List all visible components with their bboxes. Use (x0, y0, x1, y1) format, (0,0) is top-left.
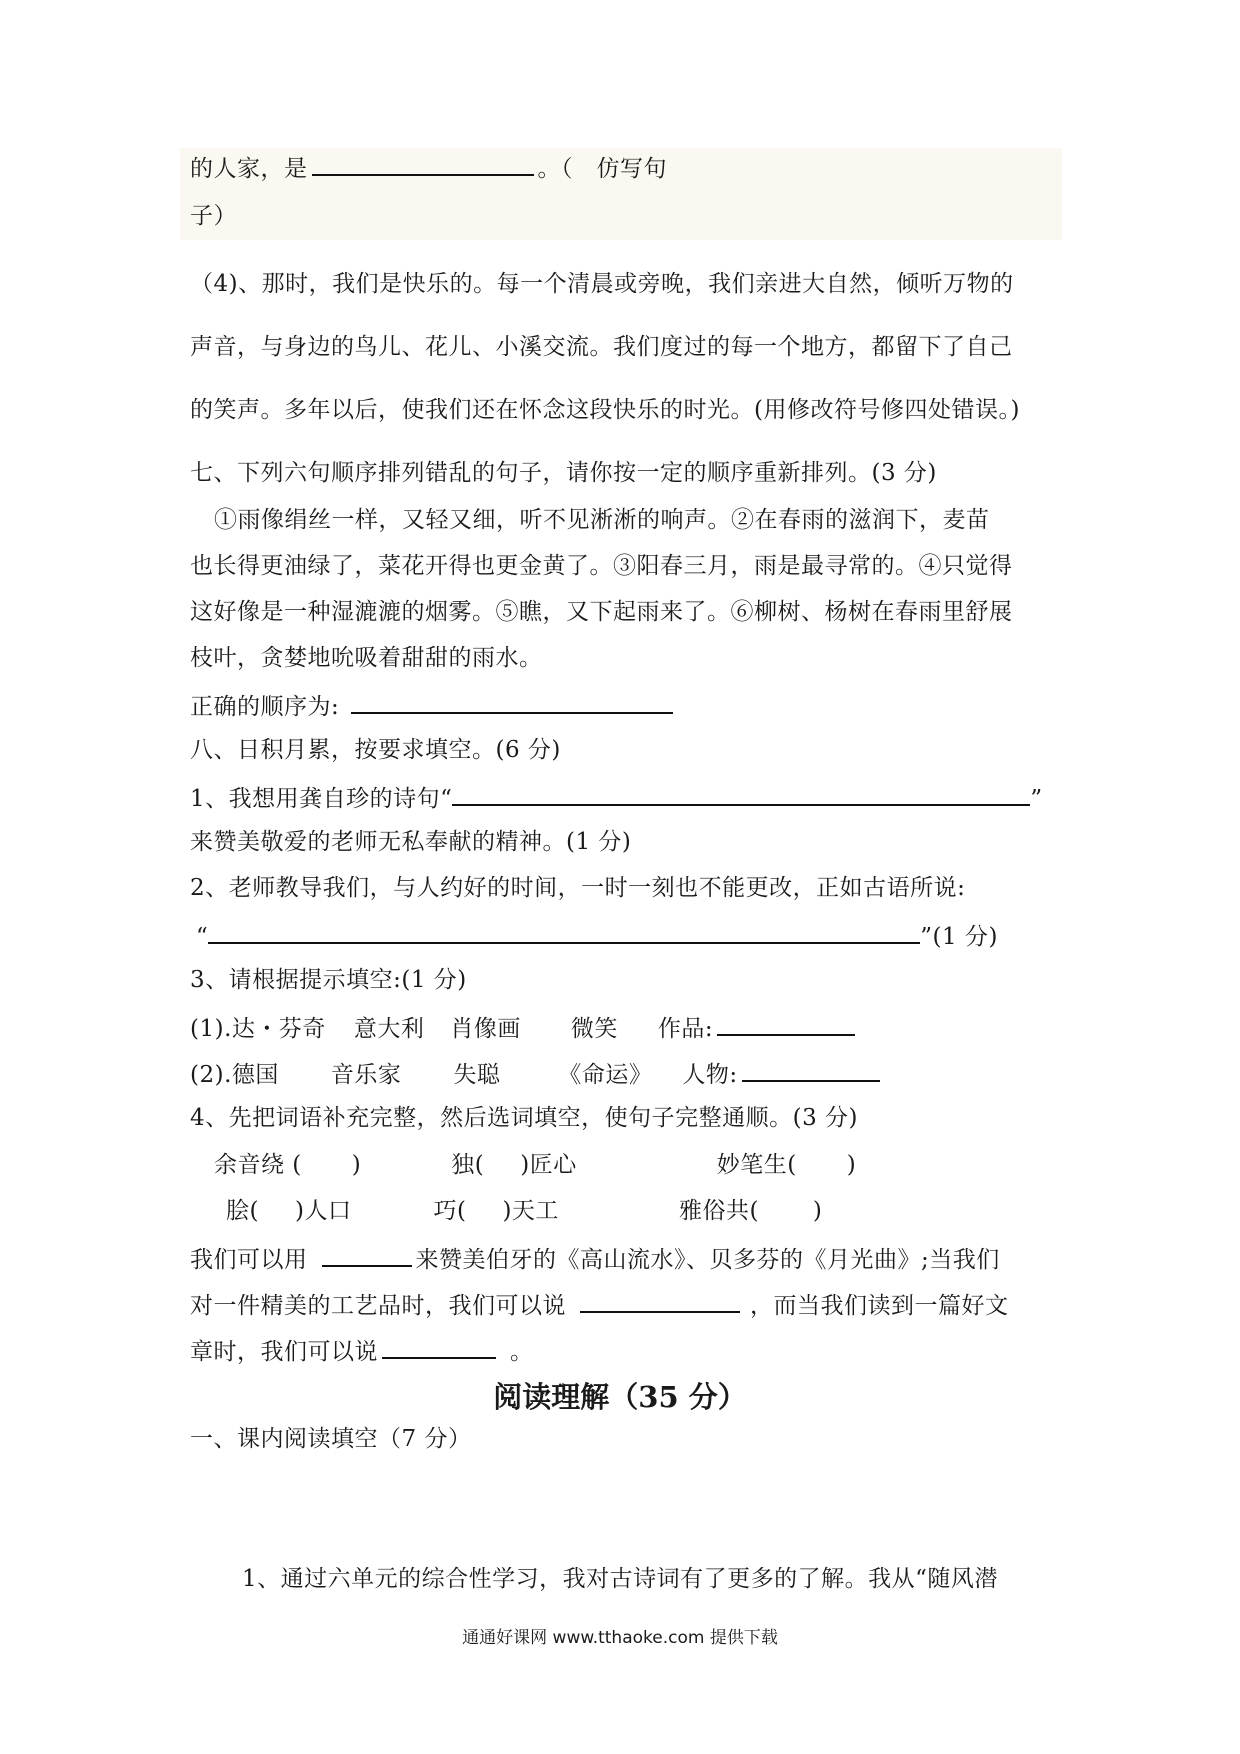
section-8-q4-sentence-2: 对一件精美的工艺品时，我们可以说 ，而当我们读到一篇好文 (190, 1287, 1009, 1322)
reading-question-1: 1、通过六单元的综合性学习，我对古诗词有了更多的了解。我从“随风潜 (242, 1566, 998, 1592)
section-7-order-line: 正确的顺序为: (190, 688, 677, 723)
section-8-title: 八、日积月累，按要求填空。(6 分) (190, 737, 561, 763)
section-8-q1-end: 来赞美敬爱的老师无私奉献的精神。(1 分) (190, 829, 632, 855)
correction-line-3: 的笑声。多年以后，使我们还在怀念这段快乐的时光。(用修改符号修四处错误。) (190, 397, 1020, 423)
idiom-6: 雅俗共( ) (678, 1198, 823, 1224)
idiom-4: 脍( )人口 (226, 1198, 352, 1224)
poem-blank[interactable] (452, 780, 1030, 806)
section-8-q1: 1、我想用龚自珍的诗句“ ” (190, 780, 1043, 815)
idiom-5: 巧( )天工 (433, 1198, 559, 1224)
fill-blank-3[interactable] (382, 1333, 496, 1359)
idiom-row-1 (214, 1149, 856, 1181)
idiom-row-2 (226, 1195, 822, 1227)
artwork-blank[interactable] (717, 1010, 855, 1036)
section-8-q4-sentence-3: 章时，我们可以说 。 (190, 1333, 534, 1368)
section-8-q3: 3、请根据提示填空:(1 分) (190, 967, 467, 993)
page-footer: 通通好课网 www.tthaoke.com 提供下载 (462, 1628, 778, 1648)
person-blank[interactable] (742, 1056, 880, 1082)
section-7-paragraph-1: ①雨像绢丝一样，又轻又细，听不见淅淅的响声。②在春雨的滋润下，麦苗 (214, 507, 990, 533)
section-8-q3-item-1: (1).达・芬奇 意大利 肖像画 微笑 作品: (190, 1010, 859, 1045)
reading-subsection-1: 一、课内阅读填空（7 分） (190, 1426, 472, 1452)
section-7-title: 七、下列六句顺序排列错乱的句子，请你按一定的顺序重新排列。(3 分) (190, 460, 937, 486)
order-answer-blank[interactable] (351, 688, 673, 714)
section-8-q3-item-2: (2).德国 音乐家 失聪 《命运》 人物: (190, 1056, 884, 1091)
correction-line-2: 声音，与身边的鸟儿、花儿、小溪交流。我们度过的每一个地方，都留下了自己 (190, 334, 1013, 360)
section-7-paragraph-3: 这好像是一种湿漉漉的烟雾。⑤瞧，又下起雨来了。⑥柳树、杨树在春雨里舒展 (190, 599, 1013, 625)
imitation-line-end: 子） (190, 203, 237, 229)
idiom-2: 独( )匠心 (451, 1152, 577, 1178)
imitation-blank[interactable] (312, 150, 534, 176)
section-8-q2: 2、老师教导我们，与人约好的时间，一时一刻也不能更改，正如古语所说: (190, 875, 966, 901)
section-8-q4-sentence-1: 我们可以用 来赞美伯牙的《高山流水》、贝多芬的《月光曲》;当我们 (190, 1241, 1000, 1276)
fill-blank-2[interactable] (580, 1287, 740, 1313)
correction-line-1: （4)、那时，我们是快乐的。每一个清晨或旁晚，我们亲进大自然，倾听万物的 (190, 271, 1014, 297)
idiom-3: 妙笔生( ) (716, 1152, 857, 1178)
section-7-paragraph-2: 也长得更油绿了，菜花开得也更金黄了。③阳春三月，雨是最寻常的。④只觉得 (190, 553, 1013, 579)
fill-blank-1[interactable] (322, 1241, 412, 1267)
section-8-q4: 4、先把词语补充完整，然后选词填空，使句子完整通顺。(3 分) (190, 1105, 859, 1131)
section-7-paragraph-4: 枝叶，贪婪地吮吸着甜甜的雨水。 (190, 645, 543, 671)
imitation-line: 的人家，是 。（ 仿写句 (190, 150, 667, 185)
reading-section-title: 阅读理解（35 分） (493, 1380, 747, 1414)
idiom-1: 余音绕 ( ) (214, 1152, 362, 1178)
section-8-q2-answer: “ ”(1 分) (196, 918, 998, 953)
proverb-blank[interactable] (208, 918, 920, 944)
